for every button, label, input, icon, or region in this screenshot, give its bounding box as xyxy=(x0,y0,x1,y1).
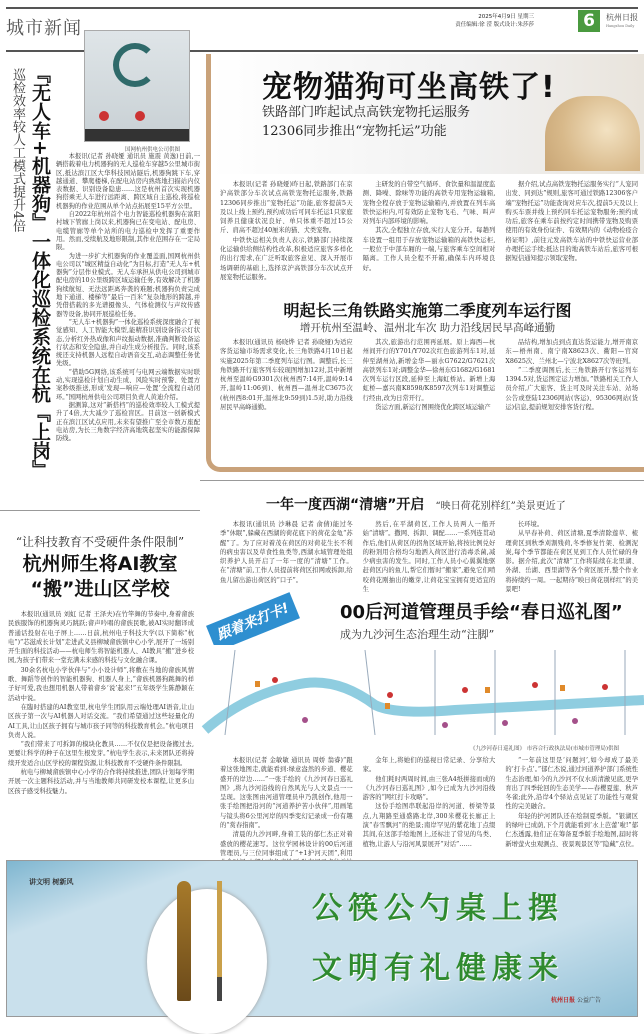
page-number: 6 xyxy=(578,10,600,32)
river-hand-drawn-map xyxy=(205,645,644,740)
rail-headline: 明起长三角铁路实施第二季度列车运行图 xyxy=(283,301,572,320)
ai-article-body xyxy=(8,610,194,850)
paragraph: 金年上,将她们的巡视日常记录、分享给大家。 xyxy=(362,757,496,774)
paragraph: 本报讯(通讯员 沙琳晨 记者 俞倩)能过冬季“休眠”,躲藏在西湖的荷花底下的荷花金龟“苏醒”了。为了应对着茂在荷区的对荷花生长不利的病虫害以及草食性鱼类等,西湖水域管理处组织养护人员开启了一年一度的“清塘”工作。在“清塘”前,工作人员提前将荷区扣网或拆卸,给鱼儿留出游出荷区的“口子”。 xyxy=(220,521,353,584)
paragraph: 在臨时搭建的AI教室里,杭电学生团队用云端处理AI语音,让山区孩子第一次与AI机器人对话交流。“我们希望通过这些轻量化的AI工具,让山区孩子拥有与城市孩子同等的科技教育机会。”杭电项目负责人说。 xyxy=(8,703,194,739)
ad-kicker: 讲文明 树新风 xyxy=(29,878,74,886)
paragraph: 品结构,增加点到点直达货运能力,增开南京东—梧州南、南宁南X8623次、衢阳—官窝X8625次、兰州北—宁波北X8627次等班列。 xyxy=(505,339,639,365)
paragraph: 据介绍,试点高铁宠物托运服务实行“人宠同出发、同到达”规则,旅客可通过铁路12306客户端“宠物托运”功能查询对应车次,提前5天及以上购买车票并线上预约同车托运宠物服务;预约成功后,旅客在乘车前按约定时间携带宠物及购票使用的有效身份证件、有效期内的《动物检疫合格证明》,前往元发高铁车站的中铁快运营业部办理托运手续;抵达目的地高铁车站后,旅客可根据短信通知提示领取宠物。 xyxy=(505,181,639,263)
divider xyxy=(200,480,644,481)
newspaper-logo: 杭州日报 xyxy=(606,13,638,22)
plate-illustration xyxy=(147,889,267,1034)
rail-article-body xyxy=(220,338,638,466)
westlake-headline: 一年一度西湖“清塘”开启 xyxy=(266,497,425,513)
spoon-icon xyxy=(177,881,191,1001)
top-rule xyxy=(6,7,638,9)
paragraph: 为进一步扩大机器狗的作业覆盖面,国网杭州供电公司以“城区精益自动化”为目标,打造“无人车+机器狗”分层作业模式。无人车承担从供电公司到城市配电房的10公里级跨区域运输任务,有效解决了机器狗续航短、无法远距离奔袭的难题;机器狗负责完成地下通道、楼梯等“最后一百米”复杂地形的跨越,并凭借搭载的多光谱摄像头、气体检测仪与声纹传感器等设备,协同开展巡检任务。 xyxy=(56,252,200,318)
robot-headline: 『无人车+机器狗』一体化巡检系统在杭『上岗』 xyxy=(29,64,51,479)
paragraph: “我们带来了可拆卸的模块化教具……不仅仅是把设备搬过去,更要让科学的种子在这里生根发芽。”杭电学生表示,未来团队还将持续开发适合山区学校的课程资源,让科技教育不受硬件条件限制。 xyxy=(8,741,194,767)
paragraph: 其次,旅游出行范围再延展。原上海西—杭州间开行的Y701/Y702次红色旅游列车1对,延伸至湖州站,新增金华—丽水G7622/G7621次高铁列车1对;调整金华—徐州东G1682/G1681次列车运行区段,延伸至上海虹桥站。新增上海虹桥—嘉兴南K8598/K8597次列车1对调整运行经由,改为日常开行。 xyxy=(362,339,496,402)
paragraph: 其次,全程独立存放,实行人宠分开。每趟列车设置一组用于存放宠物运输箱的高铁快运柜,一般位于中部车厢的一端,与旅客乘车空间相对隔离。工作人员全程不开箱,确保车内环境良好。 xyxy=(362,227,496,272)
paragraph: 他们耗时两周时间,由三张A4纸拼接而成的《九沙河春日巡礼图》,如今已成为九沙河沿线游客的“网红打卡攻略”。 xyxy=(362,775,496,802)
westlake-subheadline: “映日荷花别样红”美景更近了 xyxy=(435,501,566,512)
robot-article-body xyxy=(56,153,200,508)
westlake-heading xyxy=(266,494,566,514)
chopsticks-icon xyxy=(217,881,222,1001)
paragraph: 从早春补荷、荷区清塘,夏季清除莲草、梳理荷区到秋季刈割残荷,冬季修复竹架、检测泥炭,每个季节都能在荷区见到工作人员忙碌的身影。据介绍,此次“清塘”工作将陆续在北里湖、外湖、岳湖、西里湖等各个荷区展开,整个作业将持续约一周。一起期待“映日荷花别样红”的美景吧! xyxy=(505,530,639,594)
paragraph: 本报讯(通讯员 刘虹 记者 王泽夫)在竹竿舞的节奏中,身着畲族民族服饰的机器狗灵巧跳跃;畲声吟唱的畲族民歌,被AI实时翻译成普通话投射在电子屏上……日前,杭州电子科技大学(以下简称“杭电”)“芯滋成长计划”走进武义县柳城畲族镇中心小学,展开了一场别开生面的科技活动——杭电师生将智能机器人、AI教具“搬”进乡校园,为孩子们带来一堂充满未来感的科技与文化融合课。 xyxy=(8,611,194,665)
divider xyxy=(0,510,200,511)
robot-vehicle-photo xyxy=(84,30,190,142)
paragraph: 长环境。 xyxy=(517,521,544,528)
ai-headline-line: “搬”进山区学校 xyxy=(30,578,170,600)
public-service-ad xyxy=(6,860,638,1017)
newspaper-logo-en: Hangzhou Daily xyxy=(606,24,635,28)
paragraph: 本报讯(通讯员 杨晓烨 记者 孙晓娅)为适应客货运输市场需求变化,长三角铁路4月10日起实施2025年第二季度列车运行图。调整后,长三角铁路开行旅客列车较现图增加12对,其中新增杭州至温岭G9301次(杭州西7:14开,温岭9:14开,温岭11:06到)、杭州西—温州北C3675次(杭州西8:01开,温州北9:59到)1.5对,助力沿线居民早高峰通勤。 xyxy=(220,339,353,412)
paragraph: 自2022年杭州首个电力智能巡检机器狗在富阳村城下管廊上岗以来,机器狗已在变电站、配电房、电缆管廊等单个站所的电力巡检中发挥了重要作用。然而,受续航及地形限制,其作业范围存在一定局限。 xyxy=(56,211,200,252)
paragraph: 年轻的护河团队还在绘制夏季版。“银湖区的绿叶已成荫,下个月就能看到‘水上芭蕾’啦!”郁仁杰透露,他们正在筹备夏季版手绘地图,届时将新增萤火虫观测点、夜景观景区等“隐藏”点位。 xyxy=(505,812,639,848)
river-headline: 00后河道管理员手绘“春日巡礼图” xyxy=(340,602,623,623)
pet-subheadline xyxy=(262,103,470,141)
section-title: 城市新闻 xyxy=(6,18,82,39)
pet-article-body xyxy=(220,180,638,286)
paragraph: 主研发的自带空气循环、食饮量和温湿度监测、降噪、除味等功能的高铁专用宠物运输箱,宠物全程存放于宠物运输箱内,并放置在列车高铁快运柜内,可有效防止宠物飞毛、气味、叫声对列车内部环境的影响。 xyxy=(362,181,496,226)
river-article-body xyxy=(220,756,639,857)
paragraph: “二季度调图后,长三角铁路开行客运列车1394.5对,货运图定运力增加。”铁路相关工作人员介绍,广大旅客、货主可及时关注车站、站场公告或登陆12306网站(客运)、95306网站(货运)信息,提前规划安排客货行程。 xyxy=(505,366,639,412)
westlake-article-body xyxy=(220,520,639,594)
paragraph: 杭电与柳城畲族镇中心小学的合作将持续推进,团队计划每学期开展一次主题科技活动,并与当地教师共同研发校本课程,让更多山区孩子感受科技魅力。 xyxy=(8,769,194,795)
robot-subheadline: 巡检效率较人工模式提升4倍 xyxy=(10,68,25,233)
sponsor-logo: 杭州日报 xyxy=(551,997,576,1004)
ad-sponsor-label: 公益广告 xyxy=(576,997,601,1004)
issue-date: 2025年4月9日 星期三 xyxy=(478,14,534,20)
pet-headline: 宠物猫狗可坐高铁了! xyxy=(262,70,556,105)
paragraph: 30余名杭电小学伙伴与“小小设计师”,将敷在当地的畲族风情歌、舞蹈等创作的智能机器狗、机器人身上,“畲族机器狗跳舞的样子好可爱,我也想用机器人带着畲乡‘说’起来!”五年级学生陈静颖在活动中说。 xyxy=(8,666,194,702)
paragraph: 本报讯(记者 孙晓娅 通讯员 施震 黄逸)日前,一辆搭载着电力机器狗的无人巡检车穿越5公里城市街区,抵达滨江区大华科技园站隧后,机器狗跳下车,穿越通道、攀爬楼梯,在配电站房内熟练地扫描站内仪表数据、识别设备隐患……这是杭州首次实现机器狗搭乘无人车进行远距离、跨区域自主巡检,将巡检机器狗的作业范围从单个站点拓展至15平方公里。 xyxy=(56,153,200,210)
rail-subheadline: 增开杭州至温岭、温州北车次 助力沿线居民早高峰通勤 xyxy=(299,322,556,334)
paragraph: 然后,在平湖荷区,工作人员两人一船开始“清塘”。撒网、拆卸、调配……一系列连贯动作后,他们从荷区的拐角区域开始,将按比例兑好的粉剂用合格均匀地洒入荷区进行消毒杀菌,减少病虫害的发生。同时,工作人员小心翼翼地驱赶荷区内的鱼儿,帮它们暂时“搬家”,避免它们啃咬荷花刚抽出的嫩芽,让荷花宝宝拥有更适宜的生 xyxy=(362,521,496,594)
paragraph: “无人车+机器狗”一体化巡检系统深度融合了视觉感知、人工智能大模型,能精准识别设备指示灯状态,分析红外热成像和声纹振动数据,准确判断设备运行状态和安全隐患,并自动生成分析报告。同时,该系统还支持机器人远程自动语音交互,动态调整任务优先级。 xyxy=(56,318,200,368)
ribbon-badge: 跟着来打卡! xyxy=(206,592,300,652)
paragraph: 本报讯(记者 金敏敏 通讯员 周娇 翁睿)“跟着这张地图走,就能看到:绿意盎然的步道、樱花盛开的岸边……”一张手绘的《九沙河春日巡礼图》,将九沙河沿线的自然风光与人文景点一一呈现。这张图由河道管理员申乃凯创作,他用一张手绘图把沿河的“河道养护苦小伙伴”,用画笔与镜头将6公里河岸的四季变幻记录成一份有趣的“赏春指南”。 xyxy=(220,757,353,830)
paragraph: 货运方面,新运行图围绕优化跨区域运输产 xyxy=(375,404,491,412)
ai-headline xyxy=(0,552,200,602)
river-subheadline: 成为九沙河生态治理生动“注脚” xyxy=(340,628,495,641)
map-caption: 《九沙河春日巡礼图》 市容合行政执法局(市城市管理局)供图 xyxy=(470,746,620,752)
ai-kicker: “让科技教育不受硬件条件限制” xyxy=(15,535,185,549)
editor-credits: 责任编辑:徐 滢 版式设计:朱莎莎 xyxy=(455,22,534,28)
ad-slogan-line2: 文明有礼健康来 xyxy=(312,951,564,986)
paragraph: “借助5G网络,该系统可与电网云端数据实时联动,实现巡检计划自动生成、风险实时预警、处置方案秒级推送,形成‘发现—响应—处置’全流程自动闭环。”国网杭州供电公司项目负责人黄迪介绍。 xyxy=(56,368,200,401)
paragraph: 据测算,这对“新搭档”的巡检效率较人工模式提升了4倍,大大减少了巡检盲区。目前这一创新模式正在滨江区试点应用,未来有望推广至全市数万座配电站房,为长三角数字经济高地筑起坚实的能源保障防线。 xyxy=(56,401,200,443)
ad-slogan-line1: 公筷公勺桌上摆 xyxy=(312,891,564,926)
robot-photo-caption: 国网杭州供电公司供图 xyxy=(125,147,181,153)
paragraph: 本报讯(记者 孙晓娅)昨日起,铁路部门在京沪高铁部分车次试点高铁宠物托运服务,铁路12306同步推出“宠物托运”功能,旅客提前5天及以上线上预约,预约成功后可同车托运1只家庭饲养且健康状况良好、单只体重不超过15公斤、肩高不超过40厘米的猫、犬类宠物。 xyxy=(220,181,353,235)
paragraph: 中铁快运相关负责人表示,铁路部门持续深化运输供给侧结构性改革,积极适应旅客多样化的出行需求,在广泛听取旅客意见、深入开展市场调研的基础上,选择京沪高铁部分车次试点开展宠物托运服务。 xyxy=(220,236,353,281)
paragraph: 清晨的九沙河畔,身着工装的郁仁杰正对着盛放的樱花速写。这位学园林设计的00后河道管理员,与三位同事组成了“+1护河天团”,利用 xyxy=(220,831,353,857)
paragraph: “一年前这里是‘问题河’,如今却成了最美的‘打卡点’。”郁仁杰说,通过河道养护部门系统性生态治理,如今的九沙河不仅水质清澈见底,更孕育出了四季轮回的生态美学——春樱夏莲、秋芦冬雀;此外,沿岸4个驿站点见证了功能性与观赏性的完美融合。 xyxy=(505,757,639,811)
ai-headline-line: 杭州师生将AI教室 xyxy=(22,553,178,575)
pet-sub-line: 铁路部门昨起试点高铁宠物托运服务 xyxy=(262,105,471,120)
pet-cat-dog-photo xyxy=(545,96,640,171)
pet-sub-line: 12306同步推出“宠物托运”功能 xyxy=(262,124,447,139)
paragraph: 这份手绘图串联起沿岸的河道、桥梁等景点,九翔路至通盛路北岸,300米樱花长廊正上演“春雪飘河”的绝景;南岸罕见的紫花地丁点缀其间,在这部手绘地图上,还标注了常见的鸟类、植物,让游人与沿河风景展开“对话”…… xyxy=(362,803,496,848)
